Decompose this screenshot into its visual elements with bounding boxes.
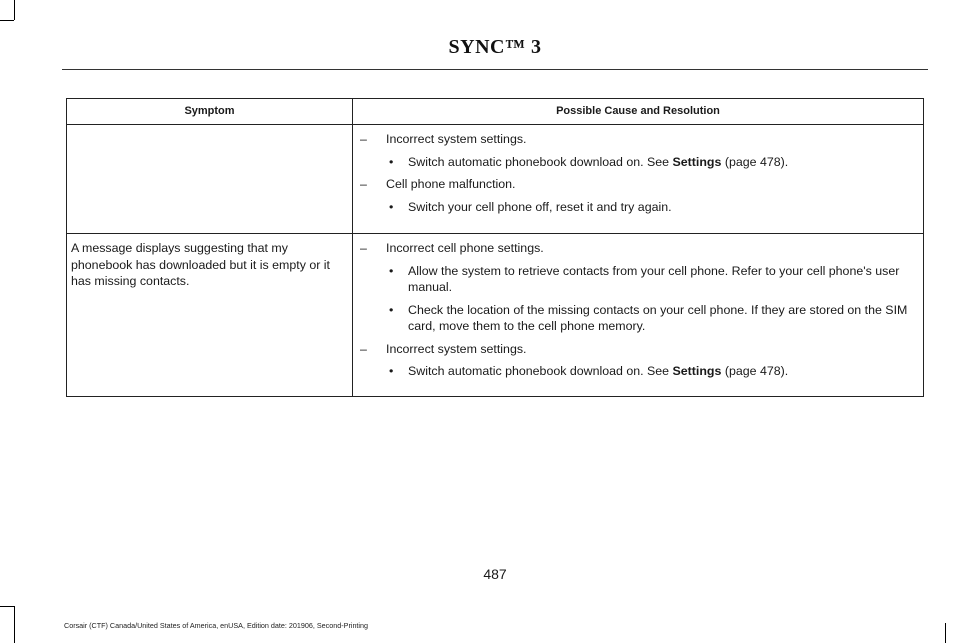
dash-marker: – <box>360 241 367 255</box>
bullet-marker: • <box>389 364 394 378</box>
cause-text: Cell phone malfunction. <box>386 177 516 191</box>
resolution-text: Switch automatic phonebook download on. See <box>408 154 673 169</box>
resolution-text: Switch automatic phonebook download on. See <box>408 364 673 378</box>
column-header-symptom: Symptom <box>67 99 353 125</box>
table-header-row <box>67 99 924 125</box>
cause-text: Incorrect system settings. <box>386 132 527 146</box>
resolution-item <box>359 154 921 171</box>
cause-item <box>359 341 921 358</box>
dash-marker: – <box>360 132 367 146</box>
cause-text: Incorrect cell phone settings. <box>386 241 544 255</box>
troubleshooting-table <box>66 98 924 397</box>
cause-item <box>359 176 921 193</box>
resolution-item <box>359 302 921 335</box>
resolution-text: Switch your cell phone off, reset it and try again. <box>408 199 672 214</box>
header-rule <box>62 69 928 70</box>
resolution-item <box>359 263 921 296</box>
page-number: 487 <box>483 566 507 582</box>
bullet-marker: • <box>389 154 394 169</box>
cause-cell <box>353 125 924 234</box>
settings-reference-link[interactable]: Settings <box>672 154 722 169</box>
symptom-cell <box>67 125 353 234</box>
cause-cell <box>353 234 924 397</box>
bullet-marker: • <box>389 199 394 214</box>
page-reference: (page 478). <box>721 364 789 378</box>
running-head: SYNC™ 3 <box>448 36 542 58</box>
bullet-marker: • <box>389 302 394 317</box>
resolution-item <box>359 199 921 216</box>
resolution-text: Check the location of the missing contacts on your cell phone. If they are stored on the SIM card, move them to the cell phone memory. <box>408 302 908 333</box>
cause-item <box>359 131 921 148</box>
resolution-text: Allow the system to retrieve contacts from your cell phone. Refer to your cell phone's user manual. <box>408 263 900 294</box>
symptom-cell: A message displays suggesting that my phonebook has downloaded but it is empty or it has missing contacts. <box>67 234 353 397</box>
table-row <box>67 234 924 397</box>
table-row <box>67 125 924 234</box>
crop-mark <box>0 20 14 21</box>
cause-text: Incorrect system settings. <box>386 341 527 356</box>
crop-mark <box>14 0 15 20</box>
page-reference: (page 478). <box>721 154 789 169</box>
cause-item <box>359 240 921 257</box>
crop-mark <box>14 606 15 643</box>
column-header-cause: Possible Cause and Resolution <box>353 99 924 125</box>
resolution-item <box>359 363 921 380</box>
crop-mark <box>945 623 946 643</box>
settings-reference-link[interactable]: Settings <box>672 364 722 378</box>
dash-marker: – <box>360 341 367 356</box>
edition-footer: Corsair (CTF) Canada/United States of America, enUSA, Edition date: 201906, Second-Printing <box>64 621 369 630</box>
crop-mark <box>0 606 14 607</box>
dash-marker: – <box>360 177 367 191</box>
bullet-marker: • <box>389 263 394 278</box>
